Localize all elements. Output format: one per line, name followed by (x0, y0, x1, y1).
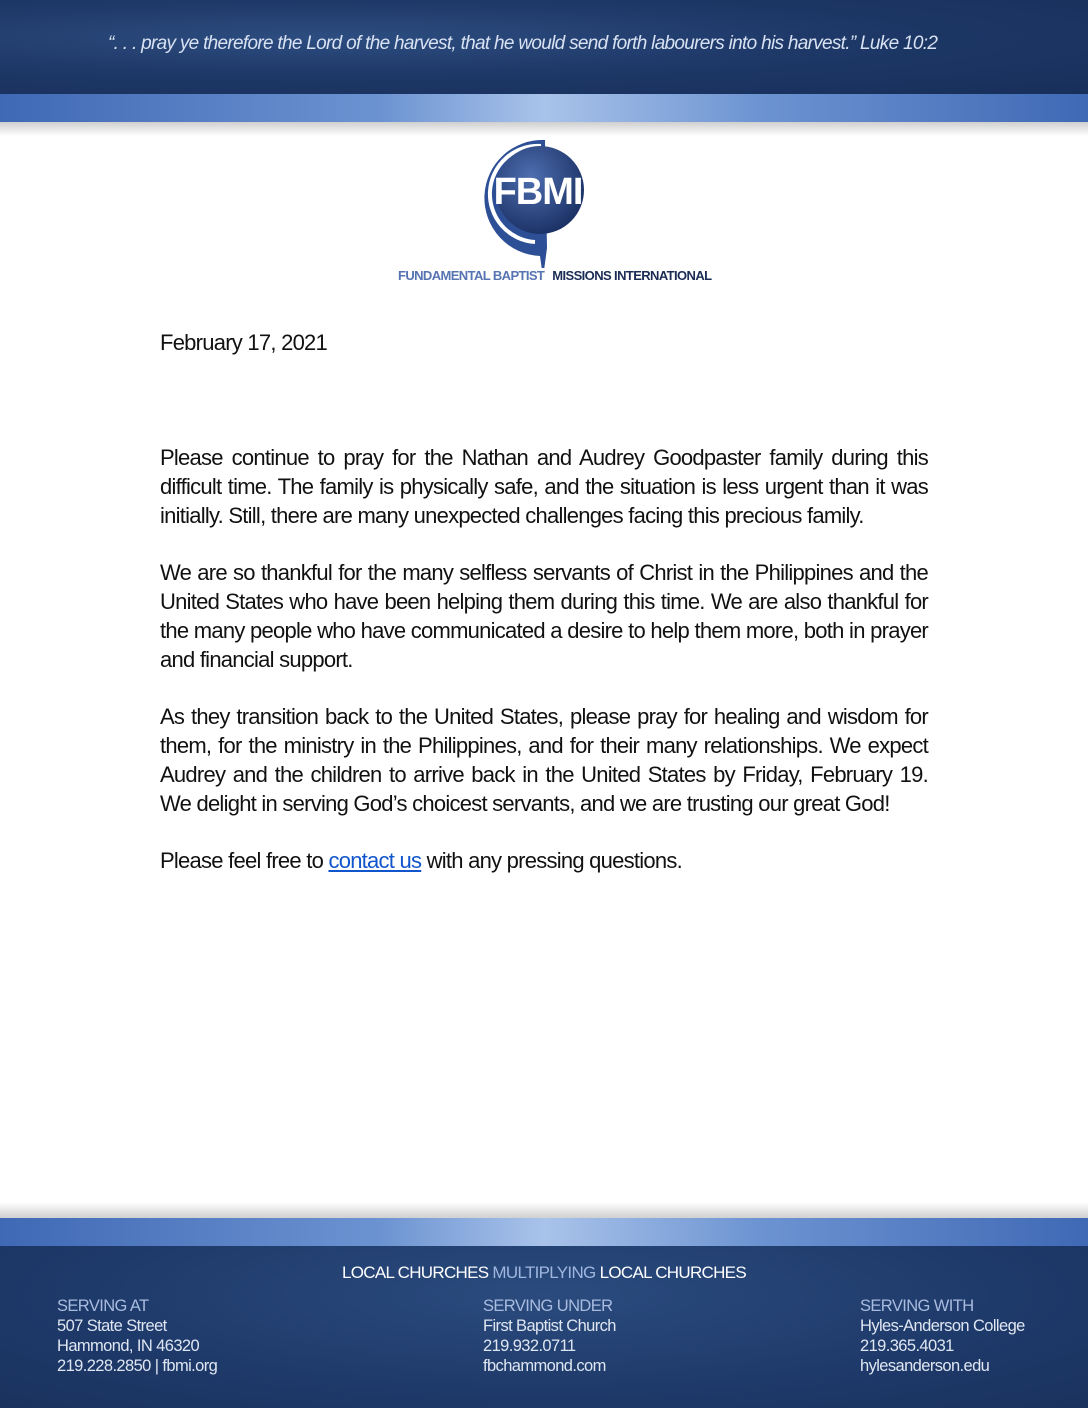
footer-serving-under: SERVING UNDER First Baptist Church 219.932.0711 fbchammond.com (483, 1297, 616, 1375)
footer-serving-with: SERVING WITH Hyles-Anderson College 219.365.4031 hylesanderson.edu (860, 1297, 1025, 1375)
letter-body (160, 443, 928, 903)
header-shadow (0, 122, 1088, 136)
header-quote: “. . . pray ye therefore the Lord of the harvest, that he would send forth labourers into his harvest.” Luke 10:2 (108, 33, 938, 54)
logo-globe-icon (395, 138, 695, 268)
footer-tagline: LOCAL CHURCHES MULTIPLYING LOCAL CHURCHES (342, 1263, 746, 1282)
closing-paragraph: Please feel free to contact us with any pressing questions. (160, 848, 682, 873)
paragraph: As they transition back to the United States, please pray for healing and wisdom for them, for the ministry in the Philippines, and for their many relationships. We expect Audrey and the children to arrive back in the United States by Friday, February 19. We delight in serving God’s choicest servants, and we are trusting our great God! (160, 704, 928, 816)
footer-band (0, 1218, 1088, 1246)
paragraph: We are so thankful for the many selfless servants of Christ in the Philippines and the United States who have been helping them during this time. We are also thankful for the many people who have communicated a desire to help them more, both in prayer and financial support. (160, 560, 928, 672)
footer (0, 1246, 1088, 1408)
letter-date: February 17, 2021 (160, 330, 328, 355)
logo-mark: FBMI (493, 171, 583, 213)
contact-us-link[interactable]: contact us (328, 848, 422, 873)
logo-name: FUNDAMENTAL BAPTIST MISSIONS INTERNATIONAL (398, 268, 712, 283)
paragraph: Please continue to pray for the Nathan and Audrey Goodpaster family during this difficult time. The family is physically safe, and the situation is less urgent than it was initially. Still, there are many unexpected challenges facing this precious family. (160, 445, 928, 528)
header-band (0, 94, 1088, 122)
footer-serving-at: SERVING AT 507 State Street Hammond, IN 46320 219.228.2850 | fbmi.org (57, 1297, 218, 1375)
fbmi-logo (395, 138, 712, 288)
header-banner (0, 0, 1088, 94)
footer-shadow (0, 1202, 1088, 1218)
